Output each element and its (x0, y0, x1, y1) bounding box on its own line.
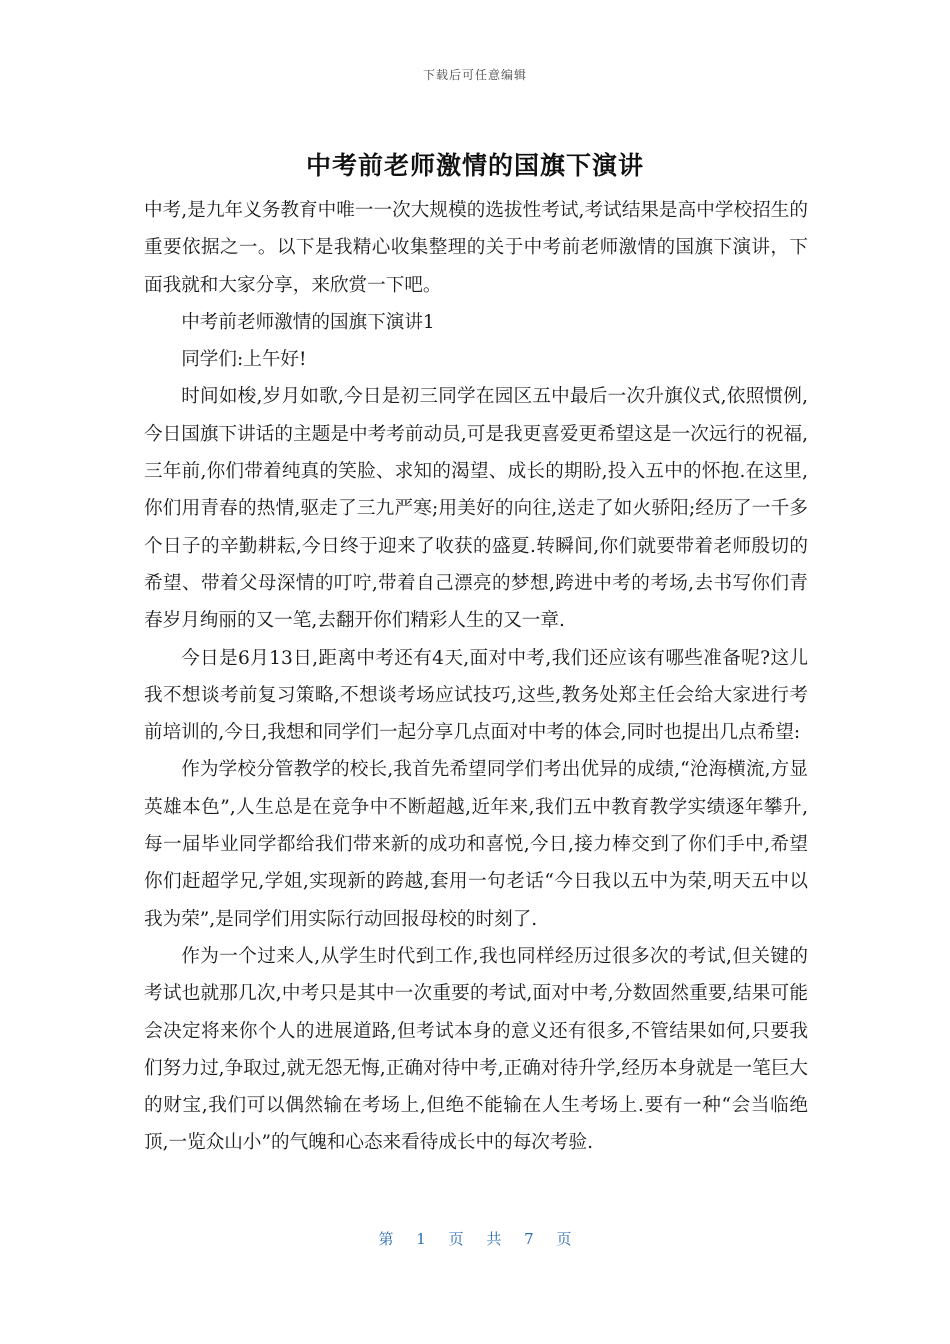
document-body (144, 192, 808, 1162)
body-paragraph-4: 作为一个过来人,从学生时代到工作,我也同样经历过很多次的考试,但关键的考试也就那几次,中考只是其中一次重要的考试,面对中考,分数固然重要,结果可能会决定将来你个人的进展道路,但考试本身的意义还有很多,不管结果如何,只要我们努力过,争取过,就无怨无悔,正确对待中考,正确对待升学,经历本身就是一笔巨大的财宝,我们可以偶然输在考场上,但绝不能输在人生考场上.要有一种“会当临绝顶,一览众山小”的气魄和心态来看待成长中的每次考验. (144, 945, 808, 1154)
page-number-footer: 第 1 页 共 7 页 (378, 1230, 572, 1248)
greeting-line: 同学们:上午好! (181, 349, 307, 371)
body-paragraph-1: 时间如梭,岁月如歌,今日是初三同学在园区五中最后一次升旗仪式,依照惯例,今日国旗下讲话的主题是中考考前动员,可是我更喜爱更希望这是一次远行的祝福,三年前,你们带着纯真的笑脸、求知的渴望、成长的期盼,投入五中的怀抱.在这里,你们用青春的热情,驱走了三九严寒;用美好的向往,送走了如火骄阳;经历了一千多个日子的辛勤耕耘,今日终于迎来了收获的盛夏.转瞬间,你们就要带着老师殷切的希望、带着父母深情的叮咛,带着自己漂亮的梦想,跨进中考的考场,去书写你们青春岁月绚丽的又一笔,去翻开你们精彩人生的又一章. (144, 386, 808, 632)
page-header-note: 下载后可任意编辑 (422, 68, 527, 82)
body-paragraph-3: 作为学校分管教学的校长,我首先希望同学们考出优异的成绩,“沧海横流,方显英雄本色”,人生总是在竞争中不断超越,近年来,我们五中教育教学实绩逐年攀升,每一届毕业同学都给我们带来新的成功和喜悦,今日,接力棒交到了你们手中,希望你们赶超学兄,学姐,实现新的跨越,套用一句老话“今日我以五中为荣,明天五中以我为荣”,是同学们用实际行动回报母校的时刻了. (144, 759, 808, 930)
section-heading: 中考前老师激情的国旗下演讲1 (181, 311, 435, 333)
body-paragraph-2: 今日是6月13日,距离中考还有4天,面对中考,我们还应该有哪些准备呢?这儿我不想谈考前复习策略,不想谈考场应试技巧,这些,教务处郑主任会给大家进行考前培训的,今日,我想和同学们一起分享几点面对中考的体会,同时也提出几点希望: (144, 647, 808, 744)
intro-paragraph: 中考,是九年义务教育中唯一一次大规模的选拔性考试,考试结果是高中学校招生的重要依据之一。以下是我精心收集整理的关于中考前老师激情的国旗下演讲，下面我就和大家分享，来欣赏一下吧。 (144, 200, 808, 296)
document-title: 中考前老师激情的国旗下演讲 (305, 151, 644, 180)
